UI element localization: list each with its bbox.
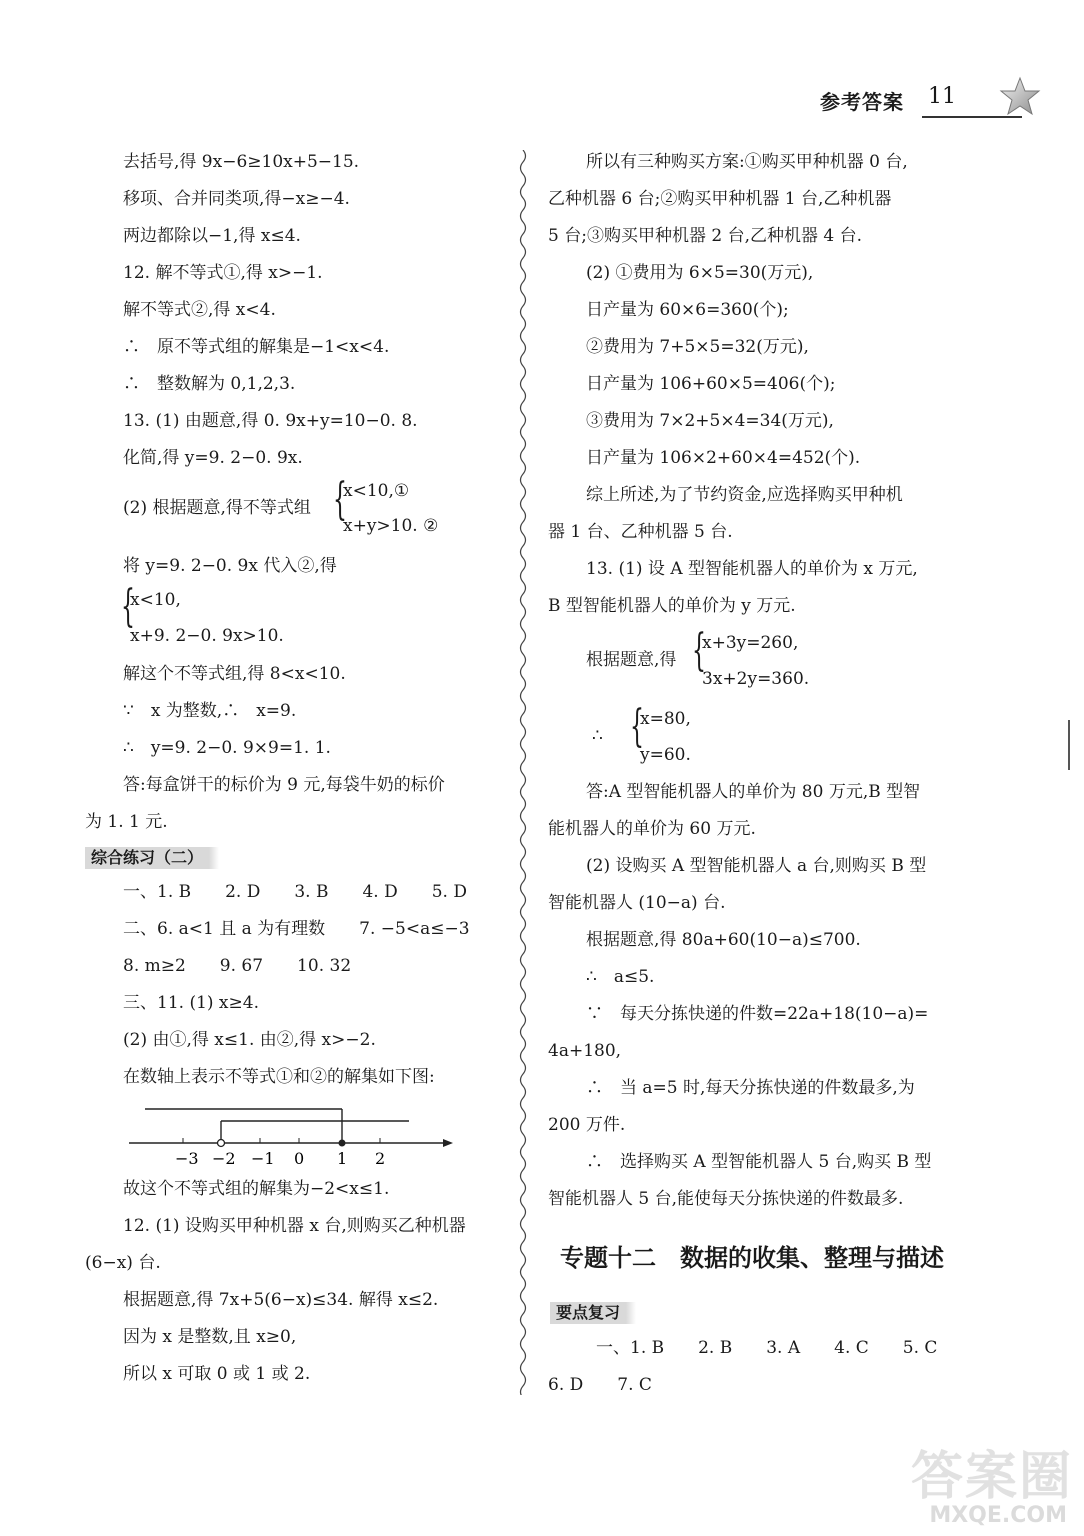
text-line: 移项、合并同类项,得−x≥−4. [123,189,350,209]
page-header [810,78,1060,128]
header-rule [922,116,1022,118]
header-title: 参考答案 [820,90,904,114]
text-line: ③费用为 7×2+5×4=34(万元), [586,411,834,431]
text-line: B 型智能机器人的单价为 y 万元. [548,596,796,616]
text-line: ∵ 每天分拣快递的件数=22a+18(10−a)= [586,1004,929,1024]
tick-label: −3 [175,1149,199,1168]
text-line: 200 万件. [548,1115,626,1135]
text-line: 12. (1) 设购买甲种机器 x 台,则购买乙种机器 [123,1216,466,1236]
text-line: (2) 根据题意,得不等式组 [123,498,311,518]
text-line: 能机器人的单价为 60 万元. [548,819,756,839]
text-line: 去括号,得 9x−6≥10x+5−15. [123,152,360,172]
text-line: 根据题意,得 80a+60(10−a)≤700. [586,930,861,950]
system-line: x<10,① [343,481,410,501]
text-line: 日产量为 106+60×5=406(个); [586,374,836,394]
system-line: x<10, [130,590,181,610]
section-title: 综合练习（二） [85,847,209,869]
topic-title: 专题十二 数据的收集、整理与描述 [560,1244,944,1272]
text-line: ∴ 选择购买 A 型智能机器人 5 台,购买 B 型 [586,1152,932,1172]
text-line: ∴ 整数解为 0,1,2,3. [123,374,296,394]
text-line: 13. (1) 由题意,得 0. 9x+y=10−0. 8. [123,411,418,431]
system-line: 3x+2y=360. [702,669,810,689]
text-line: 两边都除以−1,得 x≤4. [123,226,301,246]
text-line: ∴ [592,726,603,746]
text-line: 所以 x 可取 0 或 1 或 2. [123,1364,311,1384]
page-number: 11 [928,84,956,109]
column-divider [516,150,530,1395]
watermark-url: MXQE.COM [929,1503,1067,1528]
star-icon [998,76,1042,116]
text-line: 故这个不等式组的解集为−2<x≤1. [123,1179,390,1199]
text-line: 根据题意,得 [586,650,677,670]
tick-label: 2 [375,1149,386,1168]
watermark-logo [905,1430,1075,1530]
text-line: 综上所述,为了节约资金,应选择购买甲种机 [586,485,903,505]
text-line: 智能机器人 5 台,能使每天分拣快递的件数最多. [548,1189,904,1209]
text-line: 所以有三种购买方案:①购买甲种机器 0 台, [586,152,908,172]
text-line: 根据题意,得 7x+5(6−x)≤34. 解得 x≤2. [123,1290,439,1310]
brace: { [692,625,706,676]
text-line: (2) ①费用为 6×5=30(万元), [586,263,814,283]
system-line: x+y>10. ② [343,516,439,536]
text-line: ∵ x 为整数,∴ x=9. [123,701,297,721]
answer-line: 6. D 7. C [548,1375,652,1395]
edge-mark [1068,720,1076,770]
tick-label: −1 [251,1149,275,1168]
tick-label: −2 [212,1149,236,1168]
brace: { [333,474,347,525]
brace: { [121,581,135,632]
text-line: 12. 解不等式①,得 x>−1. [123,263,323,283]
text-line: 5 台;③购买甲种机器 2 台,乙种机器 4 台. [548,226,863,246]
text-line: 智能机器人 (10−a) 台. [548,893,726,913]
text-line: 为 1. 1 元. [85,812,168,832]
answer-line: 一、1. B 2. B 3. A 4. C 5. C [596,1338,938,1358]
system-line: x+9. 2−0. 9x>10. [130,626,284,646]
answer-line: 一、1. B 2. D 3. B 4. D 5. D [123,882,467,902]
text-line: 日产量为 106×2+60×4=452(个). [586,448,861,468]
text-line: ∴ 当 a=5 时,每天分拣快递的件数最多,为 [586,1078,915,1098]
text-line: 因为 x 是整数,且 x≥0, [123,1327,297,1347]
text-line: 答:每盒饼干的标价为 9 元,每袋牛奶的标价 [123,775,445,795]
system-line: x+3y=260, [702,633,799,653]
brace: { [630,701,644,752]
system-line: y=60. [640,745,691,765]
text-line: 化简,得 y=9. 2−0. 9x. [123,448,303,468]
text-line: 答:A 型智能机器人的单价为 80 万元,B 型智 [586,782,921,802]
text-line: 器 1 台、乙种机器 5 台. [548,522,733,542]
text-line: (6−x) 台. [85,1253,161,1273]
section-title: 要点复习 [550,1302,626,1324]
answer-line: 三、11. (1) x≥4. [123,993,259,1013]
answer-line: (2) 由①,得 x≤1. 由②,得 x>−2. [123,1030,376,1050]
text-line: ∴ y=9. 2−0. 9×9=1. 1. [123,738,331,758]
text-line: 解这个不等式组,得 8<x<10. [123,664,346,684]
answer-line: 8. m≥2 9. 67 10. 32 [123,956,352,976]
text-line: ∴ 原不等式组的解集是−1<x<4. [123,337,390,357]
system-line: x=80, [640,709,691,729]
number-line [125,1100,505,1170]
text-line: 13. (1) 设 A 型智能机器人的单价为 x 万元, [586,559,918,579]
tick-label: 1 [337,1149,348,1168]
tick-label: 0 [294,1149,305,1168]
text-line: 将 y=9. 2−0. 9x 代入②,得 [123,556,337,576]
text-line: 4a+180, [548,1041,622,1061]
text-line: ②费用为 7+5×5=32(万元), [586,337,809,357]
watermark-text: 答案圈 [911,1447,1074,1507]
text-line: (2) 设购买 A 型智能机器人 a 台,则购买 B 型 [586,856,927,876]
text-line: 日产量为 60×6=360(个); [586,300,789,320]
text-line: ∴ a≤5. [586,967,655,987]
answer-line: 二、6. a<1 且 a 为有理数 7. −5<a≤−3 [123,919,470,939]
text-line: 解不等式②,得 x<4. [123,300,276,320]
answer-line: 在数轴上表示不等式①和②的解集如下图: [123,1067,435,1087]
text-line: 乙种机器 6 台;②购买甲种机器 1 台,乙种机器 [548,189,892,209]
